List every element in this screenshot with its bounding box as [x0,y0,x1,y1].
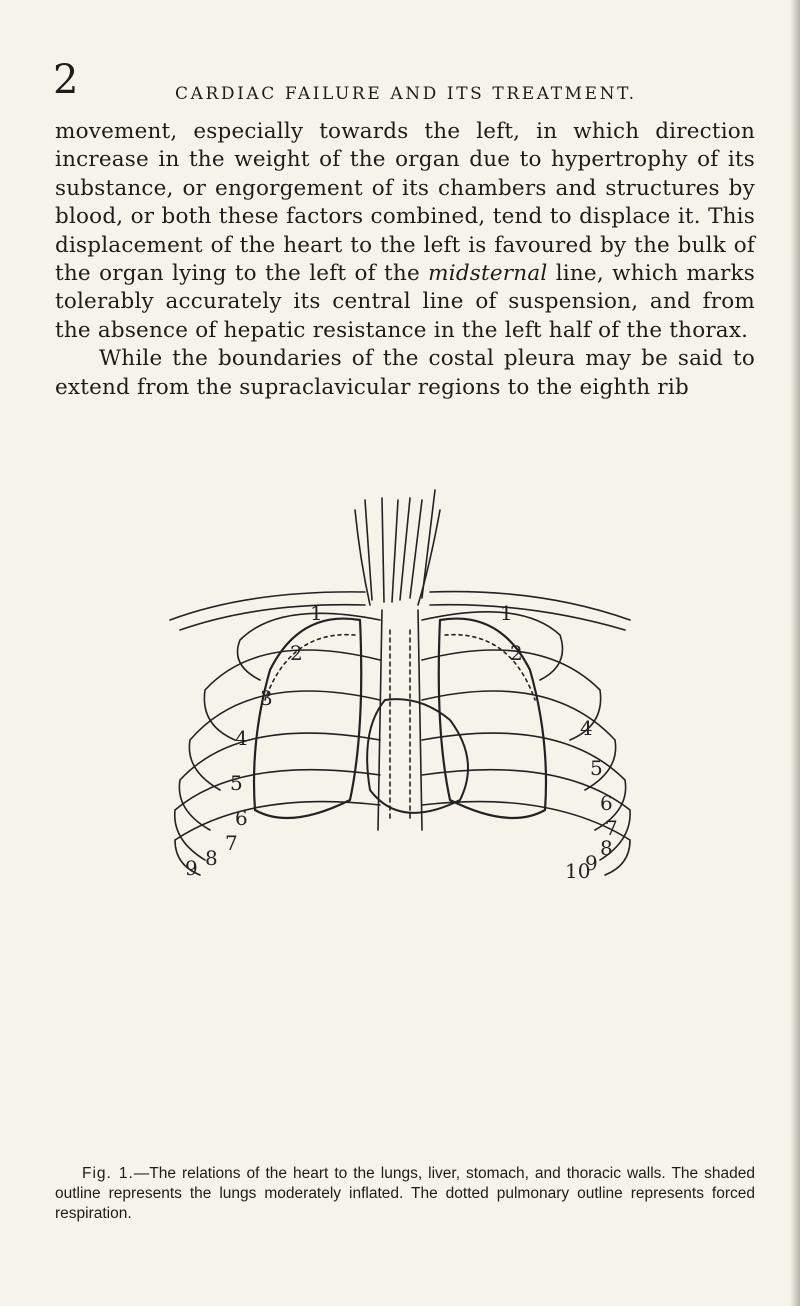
heart-outline [367,699,468,813]
right-rib-label-9: 9 [585,851,598,875]
caption-text: —The relations of the heart to the lungs, liver, stomach, and thoracic walls. The shaded outline represents the lungs moderately inflated. The dotted pulmonary outline represents forced respiration. [55,1165,755,1222]
dotted-pulmonary-outline [265,635,535,700]
right-rib-label-8: 8 [600,836,613,860]
page-number: 2 [53,57,79,103]
right-rib-label-6: 6 [600,791,613,815]
right-rib-label-5: 5 [590,756,603,780]
left-rib-label-2: 2 [290,641,303,665]
left-rib-label-8: 8 [205,846,218,870]
thorax-illustration [160,470,650,880]
right-rib-label-7: 7 [605,816,618,840]
right-rib-6 [422,802,630,875]
left-rib-label-6: 6 [235,806,248,830]
paragraph-1 [55,118,755,345]
italic-term: midsternal [428,261,548,287]
right-rib-4 [422,733,626,830]
left-rib-label-4: 4 [235,726,248,750]
right-rib-5 [422,770,630,860]
left-rib-label-1: 1 [310,601,323,625]
trachea [365,490,435,602]
right-rib-label-10: 10 [565,859,591,880]
right-rib-label-1: 1 [500,601,513,625]
left-rib-label-9: 9 [185,856,198,880]
paragraph-1-text: movement, especially towards the left, in which direction increase in the weight of the organ due to hypertrophy of its substance, or engorgement of its chambers and structures by blood, or both these factors combined, tend to displace it. This displacement of the heart to the left is favoured by the bulk of the organ lying to the left of the [55,119,755,287]
left-rib-label-5: 5 [230,771,243,795]
paragraph-1-text-end: line, which marks tolerably accurately its central line of suspension, and from the absence of hepatic resistance in the left half of the thorax. [55,261,755,343]
right-rib-1 [422,612,563,680]
right-rib-3 [422,691,616,790]
left-rib-label-3: 3 [260,686,273,710]
figure-caption [55,1164,755,1224]
right-clavicle [430,592,630,620]
caption-label: Fig. 1. [82,1165,134,1182]
running-title: CARDIAC FAILURE AND ITS TREATMENT. [175,84,637,104]
left-rib-1 [238,613,381,680]
paragraph-2: While the boundaries of the costal pleura may be said to extend from the supraclavicular regions to the eighth rib [55,346,755,400]
right-rib-label-4: 4 [580,716,593,740]
body-text [55,118,755,402]
left-rib-4 [179,733,380,830]
right-lung-outline [439,619,546,818]
right-rib-label-2: 2 [510,641,523,665]
left-rib-3 [189,691,380,790]
sternum [378,610,422,830]
left-rib-label-7: 7 [225,831,238,855]
page-edge-shadow [790,0,800,1306]
left-clavicle [170,592,365,620]
sternum-marks [390,630,410,820]
left-lung-outline [254,619,361,818]
